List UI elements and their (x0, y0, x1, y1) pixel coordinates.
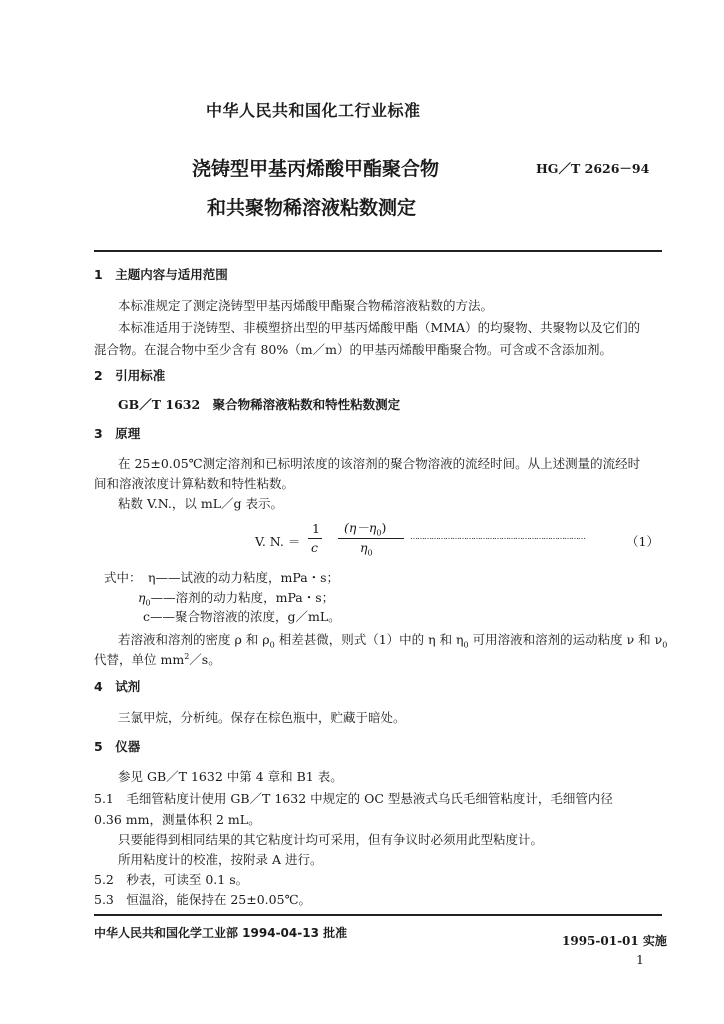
definition-eta0-symbol: η (138, 590, 146, 605)
note-eta0-sub: 0 (463, 640, 469, 650)
definition-eta0: ——溶剂的动力粘度，mPa・s； (150, 590, 335, 605)
title-line-2: 和共聚物稀溶液粘数测定 (207, 197, 417, 219)
s4-paragraph-1: 三氯甲烷，分析纯。保存在棕色瓶中，贮藏于暗处。 (118, 710, 406, 725)
formula-numerator-close: ) (381, 520, 387, 535)
formula-leader-dots: ………………………………………………………………… (410, 532, 585, 541)
formula-denominator: η (360, 540, 368, 555)
note-unit-sup: 2 (184, 651, 190, 661)
approval-line: 中华人民共和国化学工业部 1994-04-13 批准 (94, 926, 348, 940)
s3-paragraph-1a: 在 25±0.05℃测定溶剂和已标明浓度的该溶剂的聚合物溶液的流经时间。从上述测量的流经时 (118, 456, 641, 471)
s1-paragraph-2a: 本标准适用于浇铸型、非模塑挤出型的甲基丙烯酸甲酯（MMA）的均聚物、共聚物以及它们的 (118, 320, 641, 335)
formula-numerator: (η－η (344, 520, 377, 535)
note-nu0-sub: 0 (662, 640, 668, 650)
s1-paragraph-2b: 混合物。在混合物中至少含有 80%（m／m）的甲基丙烯酸甲酯聚合物。可含或不含添加剂。 (94, 342, 612, 357)
s5-1-line-c: 只要能得到相同结果的其它粘度计均可采用，但有争议时必须用此型粘度计。 (118, 832, 544, 847)
page-number: 1 (636, 952, 644, 967)
note-part-b2: ／s。 (189, 652, 221, 667)
s1-paragraph-1: 本标准规定了测定浇铸型甲基丙烯酸甲酯聚合物稀溶液粘数的方法。 (118, 298, 494, 313)
definition-eta0-sub: 0 (145, 598, 151, 608)
where-label: 式中： (104, 570, 142, 585)
issuing-org: 中华人民共和国化工行业标准 (206, 101, 421, 120)
note-part-b: 代替，单位 mm (94, 652, 185, 667)
definition-eta: η——试液的动力粘度，mPa・s； (148, 570, 340, 585)
s5-1-line-a: 5.1 毛细管粘度计使用 GB／T 1632 中规定的 OC 型悬液式乌氏毛细管粘度计，毛细管内径 (94, 791, 613, 806)
fraction-bar-2 (338, 538, 404, 539)
section-2-heading: 2 引用标准 (94, 368, 166, 383)
s5-paragraph-1: 参见 GB／T 1632 中第 4 章和 B1 表。 (118, 769, 343, 784)
fraction-bar-1 (308, 538, 322, 539)
note-rho0-sub: 0 (269, 640, 275, 650)
title-line-1: 浇铸型甲基丙烯酸甲酯聚合物 (192, 158, 440, 180)
formula-denominator-sub: 0 (367, 548, 373, 558)
s5-1-line-b: 0.36 mm，测量体积 2 mL。 (94, 812, 261, 827)
formula-lhs: V. N. ＝ (255, 534, 301, 549)
section-3-heading: 3 原理 (94, 426, 141, 441)
formula-c: c (311, 540, 319, 555)
section-5-heading: 5 仪器 (94, 739, 141, 754)
section-1-heading: 1 主题内容与适用范围 (94, 267, 228, 282)
note-part-a3: 可用溶液和溶剂的运动粘度 ν 和 ν (468, 632, 663, 647)
note-part-a2: 相差甚微，则式（1）中的 η 和 η (274, 632, 464, 647)
s5-2-line: 5.2 秒表，可读至 0.1 s。 (94, 872, 249, 887)
s5-3-line: 5.3 恒温浴，能保持在 25±0.05℃。 (94, 892, 312, 907)
s2-reference: GB／T 1632 聚合物稀溶液粘数和特性粘数测定 (118, 397, 401, 412)
section-4-heading: 4 试剂 (94, 679, 141, 694)
formula-one: 1 (312, 521, 320, 536)
standard-number: HG／T 2626－94 (536, 161, 650, 176)
equation-number: （1） (626, 534, 659, 549)
s3-paragraph-2: 粘数 V.N.，以 mL／g 表示。 (118, 496, 284, 511)
implementation-date: 1995-01-01 实施 (562, 934, 667, 948)
definition-c: c——聚合物溶液的浓度，g／mL。 (143, 609, 341, 624)
footer-rule (94, 914, 662, 916)
s5-1-line-d: 所用粘度计的校准，按附录 A 进行。 (118, 852, 323, 867)
s3-paragraph-1b: 间和溶液浓度计算粘数和特性粘数。 (94, 476, 295, 491)
formula-numerator-sub: 0 (376, 528, 382, 538)
header-rule (94, 250, 662, 252)
note-part-a: 若溶液和溶剂的密度 ρ 和 ρ (118, 632, 270, 647)
